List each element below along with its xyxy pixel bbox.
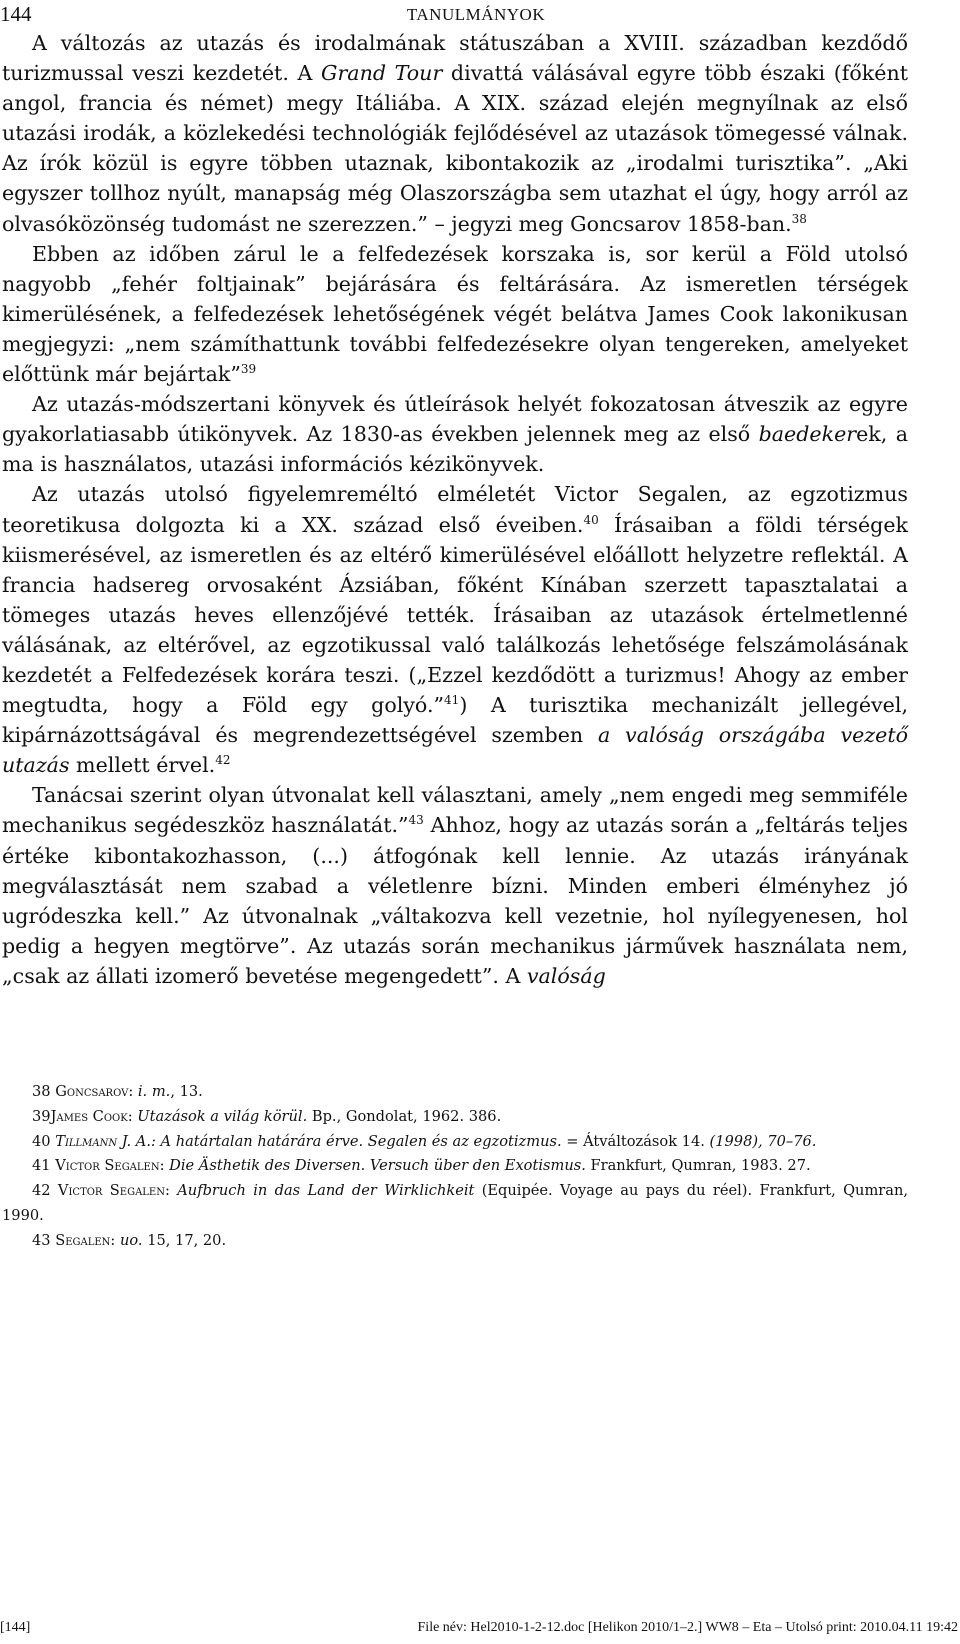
footnote-title: Die Ästhetik des Diversen. Versuch über den Exotismus. (169, 1157, 586, 1175)
running-head (0, 2, 952, 28)
footnote-42 (2, 1179, 908, 1229)
footnotes (2, 1080, 908, 1254)
footnote-ref-abbr: i. m. (137, 1083, 171, 1100)
footnote-title: Utazások a világ körül. (137, 1107, 308, 1125)
paragraph-text: Az utazás utolsó figyelemreméltó elméletét Victor Segalen, az egzotizmus teoretikusa dolgozta ki a XX. század első éveiben. (2, 482, 908, 537)
footnote-ref[interactable]: 41 (444, 693, 460, 708)
paragraph-text: A változás az utazás és irodalmának státuszában a XVIII. században kezdődő turizmussal veszi kezdetét. A (2, 31, 908, 86)
footnote-text: = Átváltozások 14. (561, 1132, 705, 1150)
footnote-40 (2, 1130, 908, 1155)
paragraph-4 (2, 479, 908, 780)
footnote-separator: : (128, 1083, 138, 1100)
footnote-ref[interactable]: 43 (408, 813, 424, 828)
footnote-number: 39 (32, 1107, 51, 1125)
paragraph-text: Írásaiban a földi térségek kiismerésével, az ismeretlen és az eltérő kimerülésével előállott helyzetre reflektál. A francia hadsereg orvosaként Ázsiában, főként Kínában szerzett tapasztalatai a tömeges utazás heves ellenzőjévé tették. Írásaiban az utazások értelmetlenné válásának, az eltérővel, az egzotikussal való találkozás lehetősége felszámolásának kezdetét a Felfedezések korára teszi. („Ezzel kezdődött a turizmus! Ahogy az ember megtudta, hogy a Föld egy golyó.” (2, 512, 908, 718)
paragraph-text: Az utazás-módszertani könyvek és útleírások helyét fokozatosan átveszik az egyre gyakorlatiasabb útikönyvek. Az 1830-as években jelennek meg az első (2, 392, 908, 447)
footnote-separator: : (165, 1182, 178, 1200)
paragraph-text: ek, a ma is használatos, utazási információs kézikönyvek. (2, 422, 908, 477)
footnote-number: 38 (32, 1083, 51, 1100)
footnote-43 (2, 1229, 908, 1254)
footnote-text: 15, 17, 20. (142, 1231, 227, 1249)
paragraph-text: Ahhoz, hogy az utazás során a „feltárás teljes értéke kibontakozhasson, (...) átfogónak kell lennie. Az utazás irányának megválasztását nem szabad a véletlenre bízni. Minden emberi élményhez jó ugródeszka kell.” Az útvonalnak „váltakozva kell vezetnie, hol nyílegyenesen, hol pedig a hegyen megtörve”. Az utazás során mechanikus járművek használata nem, „csak az állati izomerő bevetése megengedett”. A (2, 813, 909, 988)
footnote-author: Segalen (55, 1231, 111, 1249)
footnote-number: 43 (32, 1231, 51, 1249)
paragraph-text: divattá válásával egyre több északi (főként angol, francia és német) megy Itáliába. A XIX. század elején megnyílnak az első utazási irodák, a közlekedési technológiák fejlődésével az utazások tömegessé válnak. Az írók közül is egyre többen utaznak, kibontakozik az „irodalmi turisztika”. „Aki egyszer tollhoz nyúlt, manapság még Olaszországba sem utazhat el úgy, hogy arról az olvasóközönség tudomást ne szerezzen.” – jegyzi meg Goncsarov 1858-ban. (2, 61, 908, 236)
footnote-ref[interactable]: 38 (791, 211, 807, 226)
footnote-author: James Cook (50, 1107, 128, 1125)
footnote-title: Aufbruch in das Land der Wirklichkeit (177, 1182, 475, 1200)
footnote-ref[interactable]: 40 (583, 512, 599, 527)
paragraph-text: Tanácsai szerint olyan útvonalat kell választani, amely „nem engedi meg semmiféle mechanikus segédeszköz használatát.” (2, 783, 908, 838)
footnote-text: (1998), 70–76. (704, 1132, 817, 1150)
paragraph-2 (2, 239, 908, 389)
italic-term: baedeker (758, 422, 857, 447)
footnote-text: (Equipée. Voyage au pays du réel). Frankfurt, Qumran, 1990. (2, 1182, 909, 1224)
footnote-separator: : (110, 1231, 120, 1249)
footnote-number: 40 (32, 1132, 51, 1150)
paragraph-3 (2, 389, 908, 479)
footnote-ref-abbr: uo. (119, 1231, 143, 1249)
footnote-author: Victor Segalen (55, 1157, 160, 1175)
italic-term: valóság (526, 963, 606, 988)
footnote-author: Tillmann J. A. (55, 1132, 151, 1150)
paragraph-1 (2, 28, 908, 239)
page-footer (0, 1620, 958, 1644)
footnote-41 (2, 1154, 908, 1179)
section-title: TANULMÁNYOK (406, 5, 546, 24)
footnote-title: : A határtalan határára érve. Segalen és az egzotizmus. (150, 1132, 562, 1150)
footnote-number: 42 (32, 1182, 51, 1200)
footnote-39 (2, 1105, 908, 1130)
italic-term: Grand Tour (321, 61, 443, 86)
footnote-author: Goncsarov (55, 1083, 129, 1100)
footer-page-number: [144] (0, 1620, 31, 1635)
footnote-text: , 13. (170, 1083, 203, 1100)
footnote-ref[interactable]: 39 (240, 362, 257, 377)
italic-term: a valóság országába vezető utazás (2, 723, 908, 778)
footnote-38 (2, 1080, 908, 1105)
footnote-separator: : (127, 1107, 138, 1125)
footnote-ref[interactable]: 42 (215, 753, 231, 768)
page-number: 144 (0, 2, 32, 26)
footer-file-info: File név: Hel2010-1-2-12.doc [Helikon 2010/1–2.] WW8 – Eta – Utolsó print: 2010.04.11 19:42 (417, 1620, 958, 1635)
body-text (2, 28, 908, 991)
paragraph-text: mellett érvel. (69, 753, 216, 778)
footnote-author: Victor Segalen (57, 1182, 165, 1200)
paragraph-text: Ebben az időben zárul le a felfedezések korszaka is, sor kerül a Föld utolsó nagyobb „fehér foltjainak” bejárására és feltárására. Az ismeretlen térségek kimerülésének, a felfedezések lehetőségének végét belátva James Cook lakonikusan megjegyzi: „nem számíthattunk további felfedezésekre olyan tengereken, amelyeket előttünk már bejártak” (2, 241, 908, 387)
footnote-text: Bp., Gondolat, 1962. 386. (307, 1107, 502, 1125)
footnote-separator: : (159, 1157, 170, 1175)
paragraph-5 (2, 780, 908, 991)
footnote-number: 41 (32, 1157, 51, 1175)
footnote-text: Frankfurt, Qumran, 1983. 27. (585, 1157, 811, 1175)
paragraph-text: ) A turisztika mechanizált jellegével, kipárnázottságával és megrendezettségével szemben (2, 693, 908, 748)
